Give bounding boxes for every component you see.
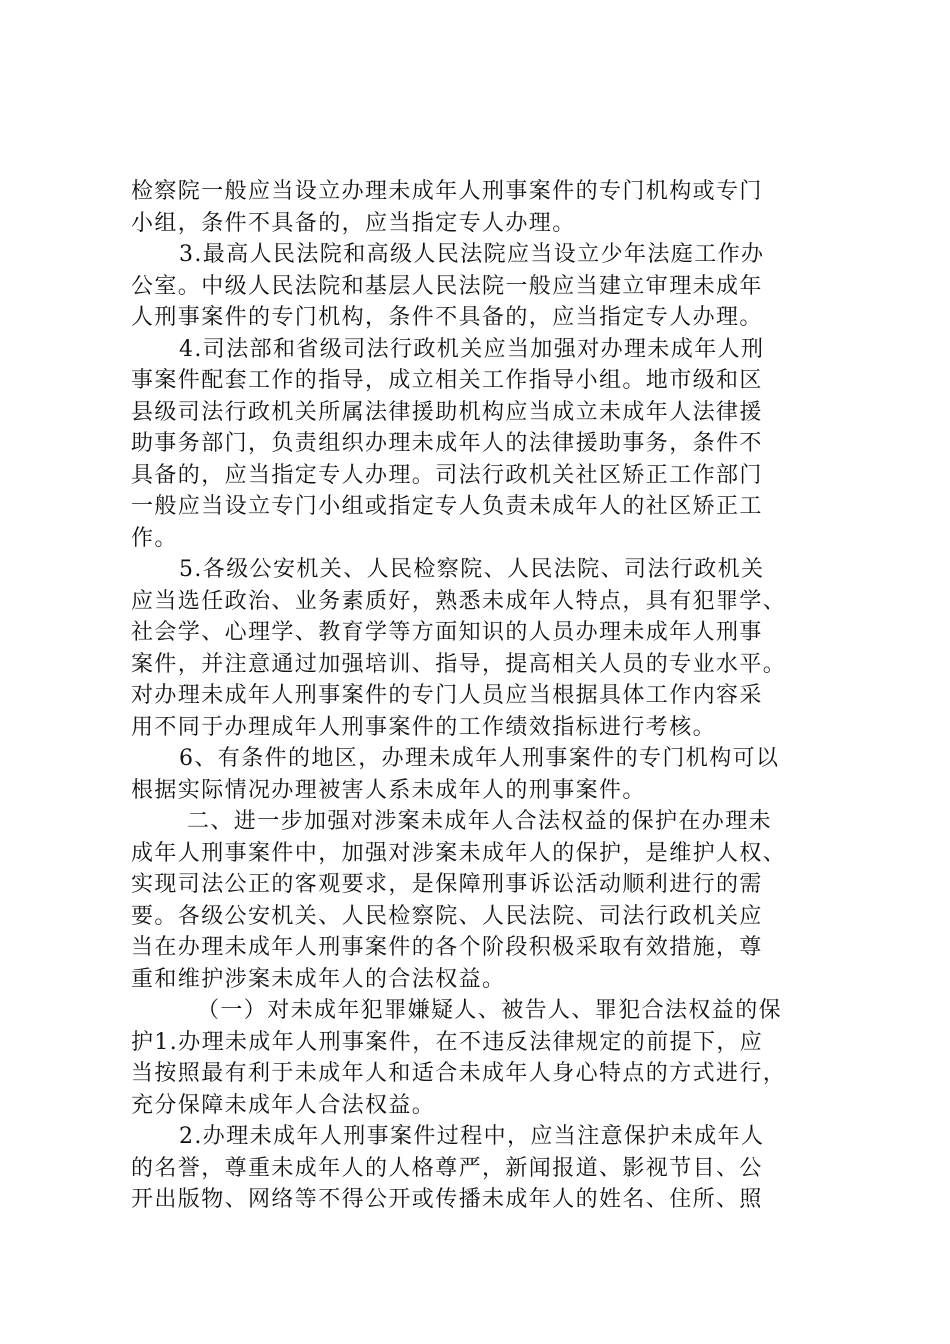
text-line: 护1.办理未成年人刑事案件，在不违反法律规定的前提下，应	[131, 1029, 764, 1055]
text-line: 应当选任政治、业务素质好，熟悉未成年人特点，具有犯罪学、	[131, 588, 787, 614]
text-line: 助事务部门，负责组织办理未成年人的法律援助事务，条件不	[131, 431, 763, 456]
text-line: 4.司法部和省级司法行政机关应当加强对办理未成年人刑	[179, 336, 765, 362]
text-line: 重和维护涉案未成年人的合法权益。	[131, 966, 506, 992]
text-line: 当在办理未成年人刑事案件的各个阶段积极采取有效措施，尊	[131, 935, 763, 960]
text-line: 具备的，应当指定专人办理。司法行政机关社区矫正工作部门	[131, 462, 763, 488]
text-line: 实现司法公正的客观要求，是保障刑事诉讼活动顺利进行的需	[131, 872, 763, 897]
text-line: 用不同于办理成年人刑事案件的工作绩效指标进行考核。	[131, 714, 717, 740]
text-line: 县级司法行政机关所属法律援助机构应当成立未成年人法律援	[131, 399, 763, 425]
text-line: 成年人刑事案件中，加强对涉案未成年人的保护，是维护人权、	[131, 840, 787, 866]
text-line: 的名誉，尊重未成年人的人格尊严，新闻报道、影视节目、公	[131, 1155, 763, 1181]
text-line: 对办理未成年人刑事案件的专门人员应当根据具体工作内容采	[131, 683, 763, 708]
text-line: 作。	[131, 525, 178, 551]
text-line: 要。各级公安机关、人民检察院、人民法院、司法行政机关应	[131, 903, 763, 929]
text-line: 当按照最有利于未成年人和适合未成年人身心特点的方式进行，	[131, 1061, 787, 1086]
text-line: 开出版物、网络等不得公开或传播未成年人的姓名、住所、照	[131, 1187, 763, 1212]
text-line: 二、进一步加强对涉案未成年人合法权益的保护在办理未	[187, 809, 773, 834]
text-line: 6、有条件的地区，办理未成年人刑事案件的专门机构可以	[179, 746, 780, 771]
text-line: 小组，条件不具备的，应当指定专人办理。	[131, 210, 576, 236]
text-line: 5.各级公安机关、人民检察院、人民法院、司法行政机关	[179, 557, 765, 582]
text-line: 3.最高人民法院和高级人民法院应当设立少年法庭工作办	[179, 242, 765, 267]
text-line: 案件，并注意通过加强培训、指导，提高相关人员的专业水平。	[131, 651, 787, 677]
text-line: 一般应当设立专门小组或指定专人负责未成年人的社区矫正工	[131, 494, 763, 519]
text-line: 公室。中级人民法院和基层人民法院一般应当建立审理未成年	[131, 273, 763, 299]
document-body	[131, 176, 831, 1216]
text-line: 充分保障未成年人合法权益。	[131, 1092, 436, 1118]
text-line: 人刑事案件的专门机构，条件不具备的，应当指定专人办理。	[131, 305, 763, 330]
text-line: （一）对未成年犯罪嫌疑人、被告人、罪犯合法权益的保	[197, 998, 783, 1023]
text-line: 根据实际情况办理被害人系未成年人的刑事案件。	[131, 777, 646, 803]
text-line: 事案件配套工作的指导，成立相关工作指导小组。地市级和区	[131, 368, 763, 393]
text-line: 社会学、心理学、教育学等方面知识的人员办理未成年人刑事	[131, 620, 763, 645]
text-line: 检察院一般应当设立办理未成年人刑事案件的专门机构或专门	[131, 179, 763, 204]
text-line: 2.办理未成年人刑事案件过程中，应当注意保护未成年人	[179, 1124, 765, 1149]
